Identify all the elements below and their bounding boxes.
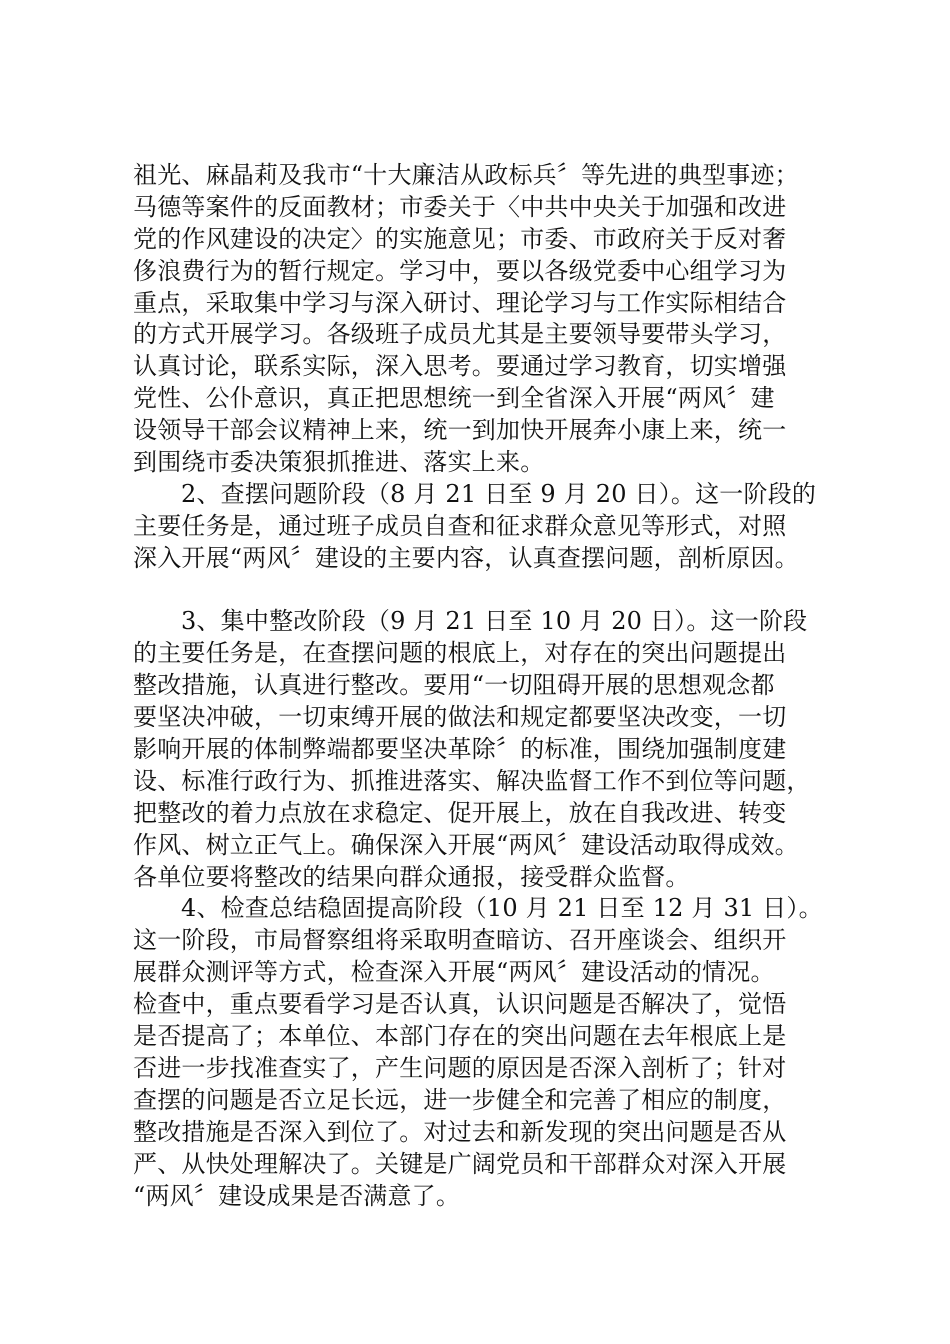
paragraph-4 <box>133 893 823 1212</box>
text-line: 的主要任务是，在查摆问题的根底上，对存在的突出问题提出 <box>133 639 787 668</box>
text-line: “两风〞建设成果是否满意了。 <box>133 1181 461 1210</box>
text-line: 是否提高了；本单位、本部门存在的突出问题在去年根底上是 <box>133 1022 787 1051</box>
text-line: 整改措施，认真进行整改。要用“一切阻碍开展的思想观念都 <box>133 671 775 700</box>
text-line: 严、从快处理解决了。关键是广阔党员和干部群众对深入开展 <box>133 1149 787 1178</box>
text-line: 2、查摆问题阶段（8 月 21 日至 9 月 20 日）。这一阶段的 <box>181 479 817 508</box>
text-line: 要坚决冲破，一切束缚开展的做法和规定都要坚决改变，一切 <box>133 703 787 732</box>
text-line: 侈浪费行为的暂行规定。学习中，要以各级党委中心组学习为 <box>133 256 787 285</box>
text-line: 祖光、麻晶莉及我市“十大廉洁从政标兵〞等先进的典型事迹； <box>133 161 799 189</box>
text-line: 深入开展“两风〞建设的主要内容，认真查摆问题，剖析原因。 <box>133 543 799 572</box>
text-line: 展群众测评等方式，检查深入开展“两风〞建设活动的情况。 <box>133 958 775 987</box>
text-line: 各单位要将整改的结果向群众通报，接受群众监督。 <box>133 862 690 891</box>
text-line: 整改措施是否深入到位了。对过去和新发现的突出问题是否从 <box>133 1117 787 1146</box>
text-line: 主要任务是，通过班子成员自查和征求群众意见等形式，对照 <box>133 511 787 540</box>
paragraph-1 <box>133 160 823 479</box>
text-line: 党性、公仆意识，真正把思想统一到全省深入开展“两风〞建 <box>133 384 775 413</box>
text-line: 马德等案件的反面教材；市委关于〈中共中央关于加强和改进 <box>133 192 787 221</box>
text-line: 这一阶段，市局督察组将采取明查暗访、召开座谈会、组织开 <box>133 926 787 955</box>
paragraph-2 <box>133 479 823 575</box>
text-line: 到围绕市委决策狠抓推进、落实上来。 <box>133 448 545 477</box>
paragraph-3 <box>133 606 823 893</box>
text-line: 4、检查总结稳固提高阶段（10 月 21 日至 12 月 31 日）。 <box>181 894 823 923</box>
text-line: 把整改的着力点放在求稳定、促开展上，放在自我改进、转变 <box>133 798 787 827</box>
text-line: 查摆的问题是否立足长远，进一步健全和完善了相应的制度， <box>133 1085 787 1114</box>
text-line: 检查中，重点要看学习是否认真，认识问题是否解决了，觉悟 <box>133 990 787 1019</box>
text-line: 否进一步找准查实了，产生问题的原因是否深入剖析了；针对 <box>133 1053 787 1082</box>
text-line: 3、集中整改阶段（9 月 21 日至 10 月 20 日）。这一阶段 <box>181 607 808 636</box>
text-line: 重点，采取集中学习与深入研讨、理论学习与工作实际相结合 <box>133 288 787 317</box>
text-line: 党的作风建设的决定〉的实施意见；市委、市政府关于反对奢 <box>133 224 787 253</box>
text-line: 作风、树立正气上。确保深入开展“两风〞建设活动取得成效。 <box>133 830 799 859</box>
text-line: 认真讨论，联系实际，深入思考。要通过学习教育，切实增强 <box>133 352 787 381</box>
blank-line <box>133 575 823 607</box>
text-line: 设领导干部会议精神上来，统一到加快开展奔小康上来，统一 <box>133 416 787 445</box>
text-line: 的方式开展学习。各级班子成员尤其是主要领导要带头学习， <box>133 320 787 349</box>
text-line: 影响开展的体制弊端都要坚决革除〞的标准，围绕加强制度建 <box>133 735 787 764</box>
text-line: 设、标准行政行为、抓推进落实、解决监督工作不到位等问题， <box>133 766 811 795</box>
document-body <box>133 160 823 1212</box>
